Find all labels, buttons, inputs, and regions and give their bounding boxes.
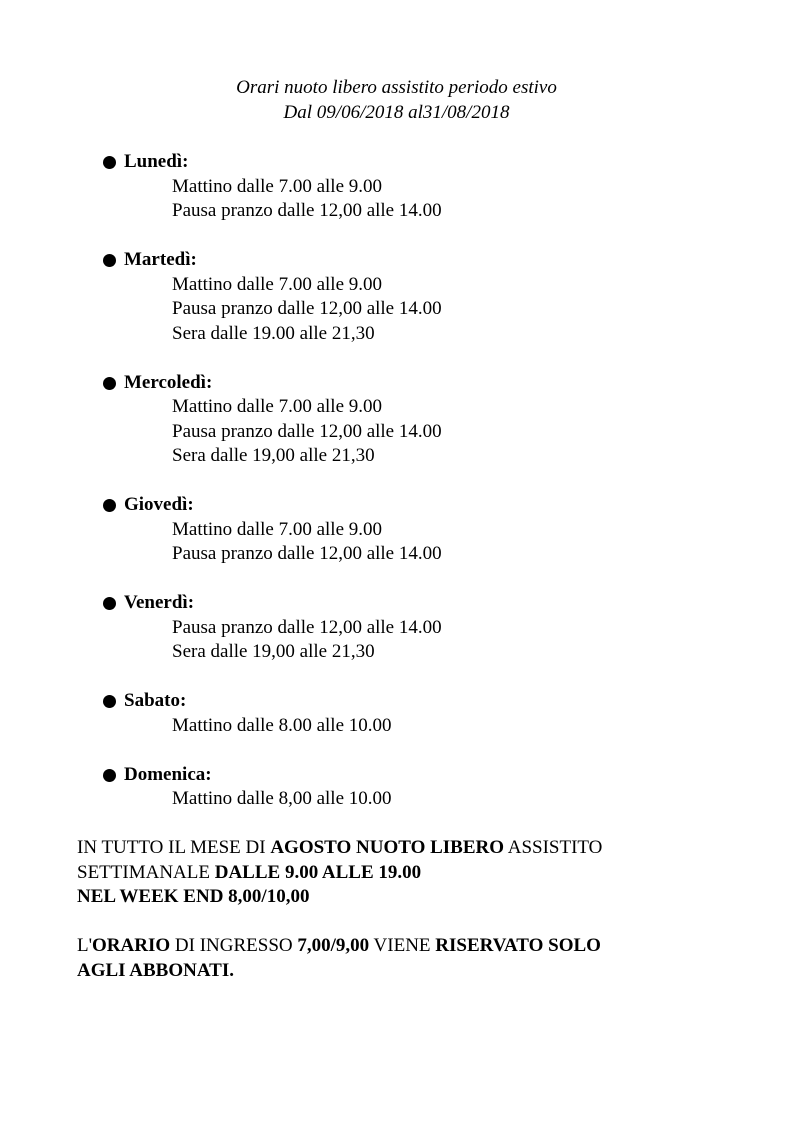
time-slot: Sera dalle 19.00 alle 21,30 [172,322,375,344]
bullet-icon [103,254,116,267]
day-name: Sabato: [124,690,187,711]
day-sunday [103,763,703,812]
day-name: Giovedì: [124,494,194,515]
time-slot: Pausa pranzo dalle 12,00 alle 14.00 [172,543,442,564]
notes-section [77,836,717,983]
day-name: Venerdì: [124,592,195,613]
august-note-line-1: IN TUTTO IL MESE DI AGOSTO NUOTO LIBERO ASSISTITO [77,837,603,858]
bullet-icon [103,597,116,610]
time-slot: Pausa pranzo dalle 12,00 alle 14.00 [172,616,442,638]
august-note-line-2: SETTIMANALE DALLE 9.00 ALLE 19.00 [77,861,422,883]
title-line-1: Orari nuoto libero assistito periodo estivo [236,77,557,98]
bullet-icon [103,377,116,390]
time-slot: Mattino dalle 8,00 alle 10.00 [172,788,392,809]
time-slot: Pausa pranzo dalle 12,00 alle 14.00 [172,420,442,442]
time-slot: Sera dalle 19,00 alle 21,30 [172,445,375,466]
schedule-list [103,150,703,836]
page-title [0,76,793,125]
time-slot: Pausa pranzo dalle 12,00 alle 14.00 [172,200,442,221]
day-name: Martedì: [124,249,197,270]
day-thursday [103,493,703,567]
reserved-note-line-1: L'ORARIO DI INGRESSO 7,00/9,00 VIENE RISERVATO SOLO [77,935,601,956]
reserved-note-line-2: AGLI ABBONATI. [77,959,234,981]
time-slot: Mattino dalle 7.00 alle 9.00 [172,518,383,540]
day-monday [103,150,703,224]
day-tuesday [103,248,703,346]
bullet-icon [103,156,116,169]
day-name: Domenica: [124,763,212,785]
time-slot: Mattino dalle 8.00 alle 10.00 [172,714,392,736]
day-friday [103,591,703,665]
day-name: Lunedì: [124,151,189,172]
time-slot: Pausa pranzo dalle 12,00 alle 14.00 [172,298,442,319]
august-note-line-3: NEL WEEK END 8,00/10,00 [77,886,310,907]
time-slot: Sera dalle 19,00 alle 21,30 [172,641,375,662]
day-saturday [103,689,703,738]
time-slot: Mattino dalle 7.00 alle 9.00 [172,396,383,417]
title-line-2: Dal 09/06/2018 al31/08/2018 [283,101,510,123]
bullet-icon [103,499,116,512]
day-wednesday [103,371,703,469]
bullet-icon [103,769,116,782]
time-slot: Mattino dalle 7.00 alle 9.00 [172,273,383,295]
time-slot: Mattino dalle 7.00 alle 9.00 [172,175,383,197]
day-name: Mercoledì: [124,371,213,393]
bullet-icon [103,695,116,708]
